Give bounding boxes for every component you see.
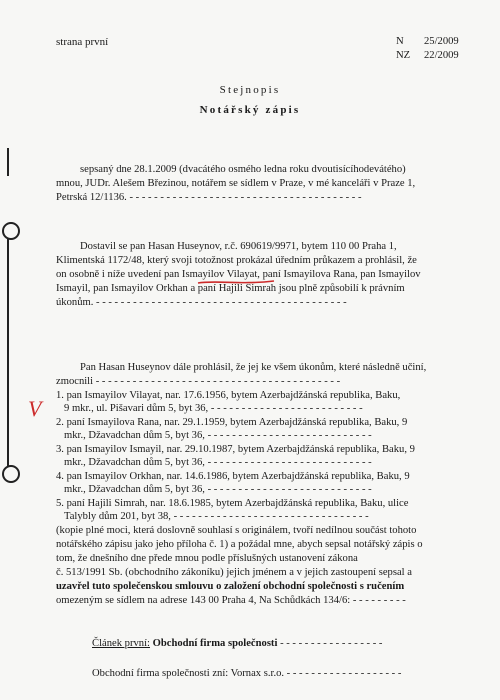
red-underline-mark xyxy=(196,278,276,286)
ref-nz-value: 22/2009 xyxy=(424,50,459,61)
para3-line: Pan Hasan Huseynov dále prohlásil, že jej ke všem úkonům, které následně učiní, xyxy=(80,362,427,373)
document-title: Notářský zápis xyxy=(199,104,301,116)
page-label: strana první xyxy=(56,36,109,48)
para2-line: on osobně i níže uvedení pan Ismayilov Vilayat, paní Ismayilova Rana, pan Ismayilov xyxy=(56,269,421,280)
para4-line: č. 513/1991 Sb. (obchodního zákoníku) jejich jménem a v jejich zastoupení sepsal a xyxy=(56,567,412,578)
para2-line: Klimentská 1172/48, který svoji totožnost prokázal úředním průkazem a prohlásil, že xyxy=(56,255,417,266)
para4-line: uzavřel tuto společenskou smlouvu o založení obchodní společnosti s ručením xyxy=(56,581,405,592)
binder-line-top xyxy=(7,148,9,176)
para4-line: omezeným se sídlem na adrese 143 00 Praha 4, Na Schůdkách 134/6: - - - - - - - - - xyxy=(56,595,406,606)
para4-line: (kopie plné moci, která doslovně souhlasí s originálem, tvoří nedílnou součást tohoto xyxy=(56,525,417,536)
list-item: 2. paní Ismayilova Rana, nar. 29.1.1959, bytem Azerbajdžánská republika, Baku, 9 xyxy=(56,417,408,428)
para1-line: sepsaný dne 28.1.2009 (dvacátého osmého ledna roku dvoutisícíhodevátého) xyxy=(80,164,406,175)
list-item-cont: Talybly dům 201, byt 38, - - - - - - - - - - - - - - - - - - - - - - - - - - - - - - - - xyxy=(64,511,369,522)
para2-line: Dostavil se pan Hasan Huseynov, r.č. 690619/9971, bytem 110 00 Praha 1, xyxy=(80,241,397,252)
para1-line: mnou, JUDr. Alešem Březinou, notářem se sídlem v Praze, v mé kanceláři v Praze 1, xyxy=(56,178,416,189)
para1-line: Petrská 12/1136. - - - - - - - - - - - - - - - - - - - - - - - - - - - - - - - - - - - - - - xyxy=(56,192,362,203)
binder-ring-bottom xyxy=(2,465,20,483)
ref-nz-label: NZ xyxy=(396,50,411,61)
list-item-cont: 9 mkr., ul. Pišavari dům 5, byt 36, - - - - - - - - - - - - - - - - - - - - - - - - - xyxy=(64,403,363,414)
para3-line: zmocnili - - - - - - - - - - - - - - - - - - - - - - - - - - - - - - - - - - - - - - - - xyxy=(56,376,341,387)
firm-name-line: Obchodní firma společnosti zní: Vornax s.r.o. - - - - - - - - - - - - - - - - - - - xyxy=(92,668,402,679)
document-subtitle: Stejnopis xyxy=(219,84,281,96)
list-item: 1. pan Ismayilov Vilayat, nar. 17.6.1956, bytem Azerbajdžánská republika, Baku, xyxy=(56,390,401,401)
ref-n-label: N xyxy=(396,36,404,47)
article-heading xyxy=(92,638,382,649)
para2-line: úkonům. - - - - - - - - - - - - - - - - - - - - - - - - - - - - - - - - - - - - - - - - - xyxy=(56,297,347,308)
list-item: 3. pan Ismayilov Ismayil, nar. 29.10.1987, bytem Azerbajdžánská republika, Baku, 9 xyxy=(56,444,415,455)
binder-ring-top xyxy=(2,222,20,240)
para4-line: notářského zápisu jako jeho příloha č. 1) a požádal mne, abych sepsal notářský zápis o xyxy=(56,539,423,550)
ref-n-value: 25/2009 xyxy=(424,36,459,47)
article-label: Článek první: xyxy=(92,638,150,649)
list-item: 4. pan Ismayilov Orkhan, nar. 14.6.1986, bytem Azerbajdžánská republika, Baku, 9 xyxy=(56,471,410,482)
red-check-mark: V xyxy=(28,396,42,421)
para4-line: tom, že dnešního dne přede mnou podle příslušných ustanovení zákona xyxy=(56,553,358,564)
article-dashes: - - - - - - - - - - - - - - - - - xyxy=(280,638,383,649)
list-item-cont: mkr., Džavadchan dům 5, byt 36, - - - - - - - - - - - - - - - - - - - - - - - - - - - xyxy=(64,430,372,441)
list-item: 5. paní Hajili Simrah, nar. 18.6.1985, bytem Azerbajdžánská republika, Baku, ulice xyxy=(56,498,409,509)
para2-line: Ismayil, pan Ismayilov Orkhan a paní Hajili Simrah jsou plně způsobilí k právním xyxy=(56,283,405,294)
binder-line-middle xyxy=(7,225,9,475)
article-title: Obchodní firma společnosti xyxy=(152,638,278,649)
list-item-cont: mkr., Džavadchan dům 5, byt 36, - - - - - - - - - - - - - - - - - - - - - - - - - - - xyxy=(64,484,372,495)
list-item-cont: mkr., Džavadchan dům 5, byt 36, - - - - - - - - - - - - - - - - - - - - - - - - - - - xyxy=(64,457,372,468)
